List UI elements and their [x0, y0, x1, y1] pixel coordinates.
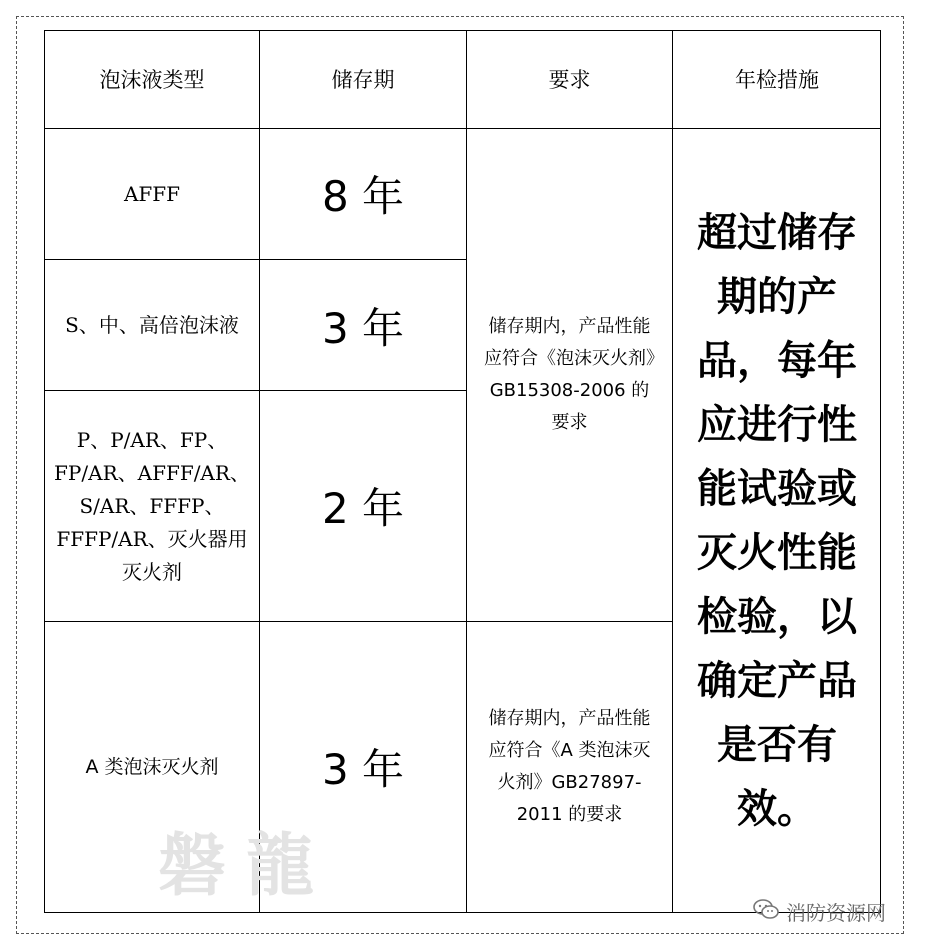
table-border-left — [44, 30, 45, 913]
col-divider-3 — [672, 30, 673, 913]
type-cell-p-fp-list: P、P/AR、FP、FP/AR、AFFF/AR、S/AR、FFFP、FFFP/AR、灭火器用灭火剂 — [54, 427, 250, 584]
seal-watermark: 磐龍 — [158, 827, 335, 906]
period-cell-p-fp-list: 2 年 — [321, 484, 405, 533]
header-divider — [44, 128, 881, 129]
wechat-icon — [752, 898, 780, 925]
header-foam-type: 泡沫液类型 — [99, 68, 205, 92]
col-divider-1 — [259, 30, 260, 913]
col-divider-2 — [466, 30, 467, 913]
header-annual-measure: 年检措施 — [735, 68, 819, 92]
row-divider-2 — [44, 390, 467, 391]
requirement-cell-gb27897: 储存期内，产品性能应符合《A 类泡沫灭火剂》GB27897-2011 的要求 — [488, 708, 651, 825]
source-watermark-text: 消防资源网 — [786, 900, 886, 925]
row-divider-3 — [44, 621, 673, 622]
row-divider-1 — [44, 259, 467, 260]
table-border-top — [44, 30, 881, 31]
table-border-right — [880, 30, 881, 913]
annual-measure-cell: 超过储存期的产品，每年应进行性能试验或灭火性能检验，以确定产品是否有效。 — [697, 209, 857, 832]
type-cell-afff: AFFF — [123, 181, 181, 206]
requirement-cell-gb15308: 储存期内，产品性能应符合《泡沫灭火剂》GB15308-2006 的要求 — [484, 315, 655, 433]
source-watermark — [752, 896, 886, 926]
period-cell-s-medium-high: 3 年 — [321, 303, 405, 353]
period-cell-class-a: 3 年 — [321, 745, 405, 794]
type-cell-class-a: A 类泡沫灭火剂 — [85, 755, 219, 778]
type-cell-s-medium-high: S、中、高倍泡沫液 — [65, 313, 239, 337]
header-requirement: 要求 — [548, 68, 591, 92]
header-storage-period: 储存期 — [331, 68, 395, 92]
period-cell-afff: 8 年 — [321, 172, 405, 221]
